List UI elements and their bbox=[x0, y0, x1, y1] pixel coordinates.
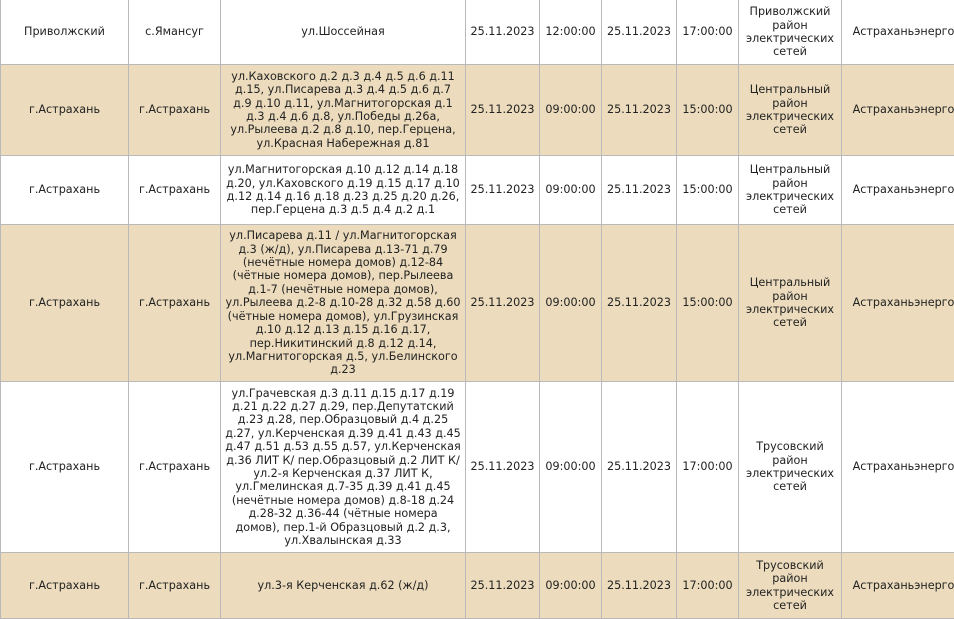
end-date-cell: 25.11.2023 bbox=[602, 156, 677, 225]
table-row bbox=[1, 225, 954, 382]
organization-cell: Астраханьэнерго bbox=[842, 0, 954, 65]
end-time-cell: 15:00:00 bbox=[677, 65, 739, 156]
district-cell: г.Астрахань bbox=[1, 553, 129, 619]
table-row bbox=[1, 65, 954, 156]
address-cell: ул.Шоссейная bbox=[221, 0, 466, 65]
settlement-cell: г.Астрахань bbox=[129, 382, 221, 553]
organization-cell: Астраханьэнерго bbox=[842, 65, 954, 156]
grid-district-cell: Приволжский район электрических сетей bbox=[739, 0, 842, 65]
address-cell: ул.3-я Керченская д.62 (ж/д) bbox=[221, 553, 466, 619]
end-time-cell: 17:00:00 bbox=[677, 382, 739, 553]
district-cell: г.Астрахань bbox=[1, 156, 129, 225]
address-cell: ул.Магнитогорская д.10 д.12 д.14 д.18 д.20, ул.Каховского д.19 д.15 д.17 д.10 д.12 д.14 д.16 д.18 д.23 д.25 д.20 д.26, пер.Герцена д.3 д.5 д.4 д.2 д.1 bbox=[221, 156, 466, 225]
district-cell: г.Астрахань bbox=[1, 225, 129, 382]
district-cell: г.Астрахань bbox=[1, 65, 129, 156]
table-row bbox=[1, 156, 954, 225]
end-date-cell: 25.11.2023 bbox=[602, 0, 677, 65]
table-row bbox=[1, 382, 954, 553]
grid-district-cell: Центральный район электрических сетей bbox=[739, 156, 842, 225]
start-time-cell: 12:00:00 bbox=[540, 0, 602, 65]
start-time-cell: 09:00:00 bbox=[540, 156, 602, 225]
settlement-cell: г.Астрахань bbox=[129, 156, 221, 225]
start-time-cell: 09:00:00 bbox=[540, 553, 602, 619]
end-time-cell: 17:00:00 bbox=[677, 553, 739, 619]
organization-cell: Астраханьэнерго bbox=[842, 382, 954, 553]
district-cell: г.Астрахань bbox=[1, 382, 129, 553]
end-time-cell: 17:00:00 bbox=[677, 0, 739, 65]
grid-district-cell: Центральный район электрических сетей bbox=[739, 225, 842, 382]
organization-cell: Астраханьэнерго bbox=[842, 156, 954, 225]
start-date-cell: 25.11.2023 bbox=[466, 0, 540, 65]
organization-cell: Астраханьэнерго bbox=[842, 553, 954, 619]
settlement-cell: г.Астрахань bbox=[129, 553, 221, 619]
start-time-cell: 09:00:00 bbox=[540, 225, 602, 382]
table-row bbox=[1, 0, 954, 65]
grid-district-cell: Трусовский район электрических сетей bbox=[739, 553, 842, 619]
grid-district-cell: Центральный район электрических сетей bbox=[739, 65, 842, 156]
start-time-cell: 09:00:00 bbox=[540, 65, 602, 156]
start-date-cell: 25.11.2023 bbox=[466, 225, 540, 382]
settlement-cell: с.Ямансуг bbox=[129, 0, 221, 65]
start-date-cell: 25.11.2023 bbox=[466, 553, 540, 619]
settlement-cell: г.Астрахань bbox=[129, 225, 221, 382]
end-time-cell: 15:00:00 bbox=[677, 225, 739, 382]
address-cell: ул.Грачевская д.3 д.11 д.15 д.17 д.19 д.21 д.22 д.27 д.29, пер.Депутатский д.23 д.28, пер.Образцовый д.4 д.25 д.27, ул.Керченская д.39 д.41 д.43 д.45 д.47 д.51 д.53 д.55 д.57, ул.Керченская д.36 ЛИТ К/ пер.Образцовый д.2 ЛИТ К/ ул.2-я Керченская д.37 ЛИТ К, ул.Гмелинская д.7-35 д.39 д.41 д.45 (нечётные номера домов) д.8-18 д.24 д.28-32 д.36-44 (чётные номера домов), пер.1-й Образцовый д.2 д.3, ул.Хвалынская д.33 bbox=[221, 382, 466, 553]
start-date-cell: 25.11.2023 bbox=[466, 65, 540, 156]
start-date-cell: 25.11.2023 bbox=[466, 382, 540, 553]
grid-district-cell: Трусовский район электрических сетей bbox=[739, 382, 842, 553]
end-time-cell: 15:00:00 bbox=[677, 156, 739, 225]
start-date-cell: 25.11.2023 bbox=[466, 156, 540, 225]
start-time-cell: 09:00:00 bbox=[540, 382, 602, 553]
end-date-cell: 25.11.2023 bbox=[602, 225, 677, 382]
district-cell: Приволжский bbox=[1, 0, 129, 65]
end-date-cell: 25.11.2023 bbox=[602, 382, 677, 553]
table-row bbox=[1, 553, 954, 619]
address-cell: ул.Писарева д.11 / ул.Магнитогорская д.3 (ж/д), ул.Писарева д.13-71 д.79 (нечётные номера домов) д.12-84 (чётные номера домов), пер.Рылеева д.1-7 (нечётные номера домов), ул.Рылеева д.2-8 д.10-28 д.32 д.58 д.60 (чётные номера домов), ул.Грузинская д.10 д.12 д.13 д.15 д.16 д.17, пер.Никитинский д.8 д.12 д.14, ул.Магнитогорская д.5, ул.Белинского д.23 bbox=[221, 225, 466, 382]
address-cell: ул.Каховского д.2 д.3 д.4 д.5 д.6 д.11 д.15, ул.Писарева д.3 д.4 д.5 д.6 д.7 д.9 д.10 д.11, ул.Магнитогорская д.1 д.3 д.4 д.6 д.8, ул.Победы д.26а, ул.Рылеева д.2 д.8 д.10, пер.Герцена, ул.Красная Набережная д.81 bbox=[221, 65, 466, 156]
settlement-cell: г.Астрахань bbox=[129, 65, 221, 156]
end-date-cell: 25.11.2023 bbox=[602, 553, 677, 619]
organization-cell: Астраханьэнерго bbox=[842, 225, 954, 382]
end-date-cell: 25.11.2023 bbox=[602, 65, 677, 156]
